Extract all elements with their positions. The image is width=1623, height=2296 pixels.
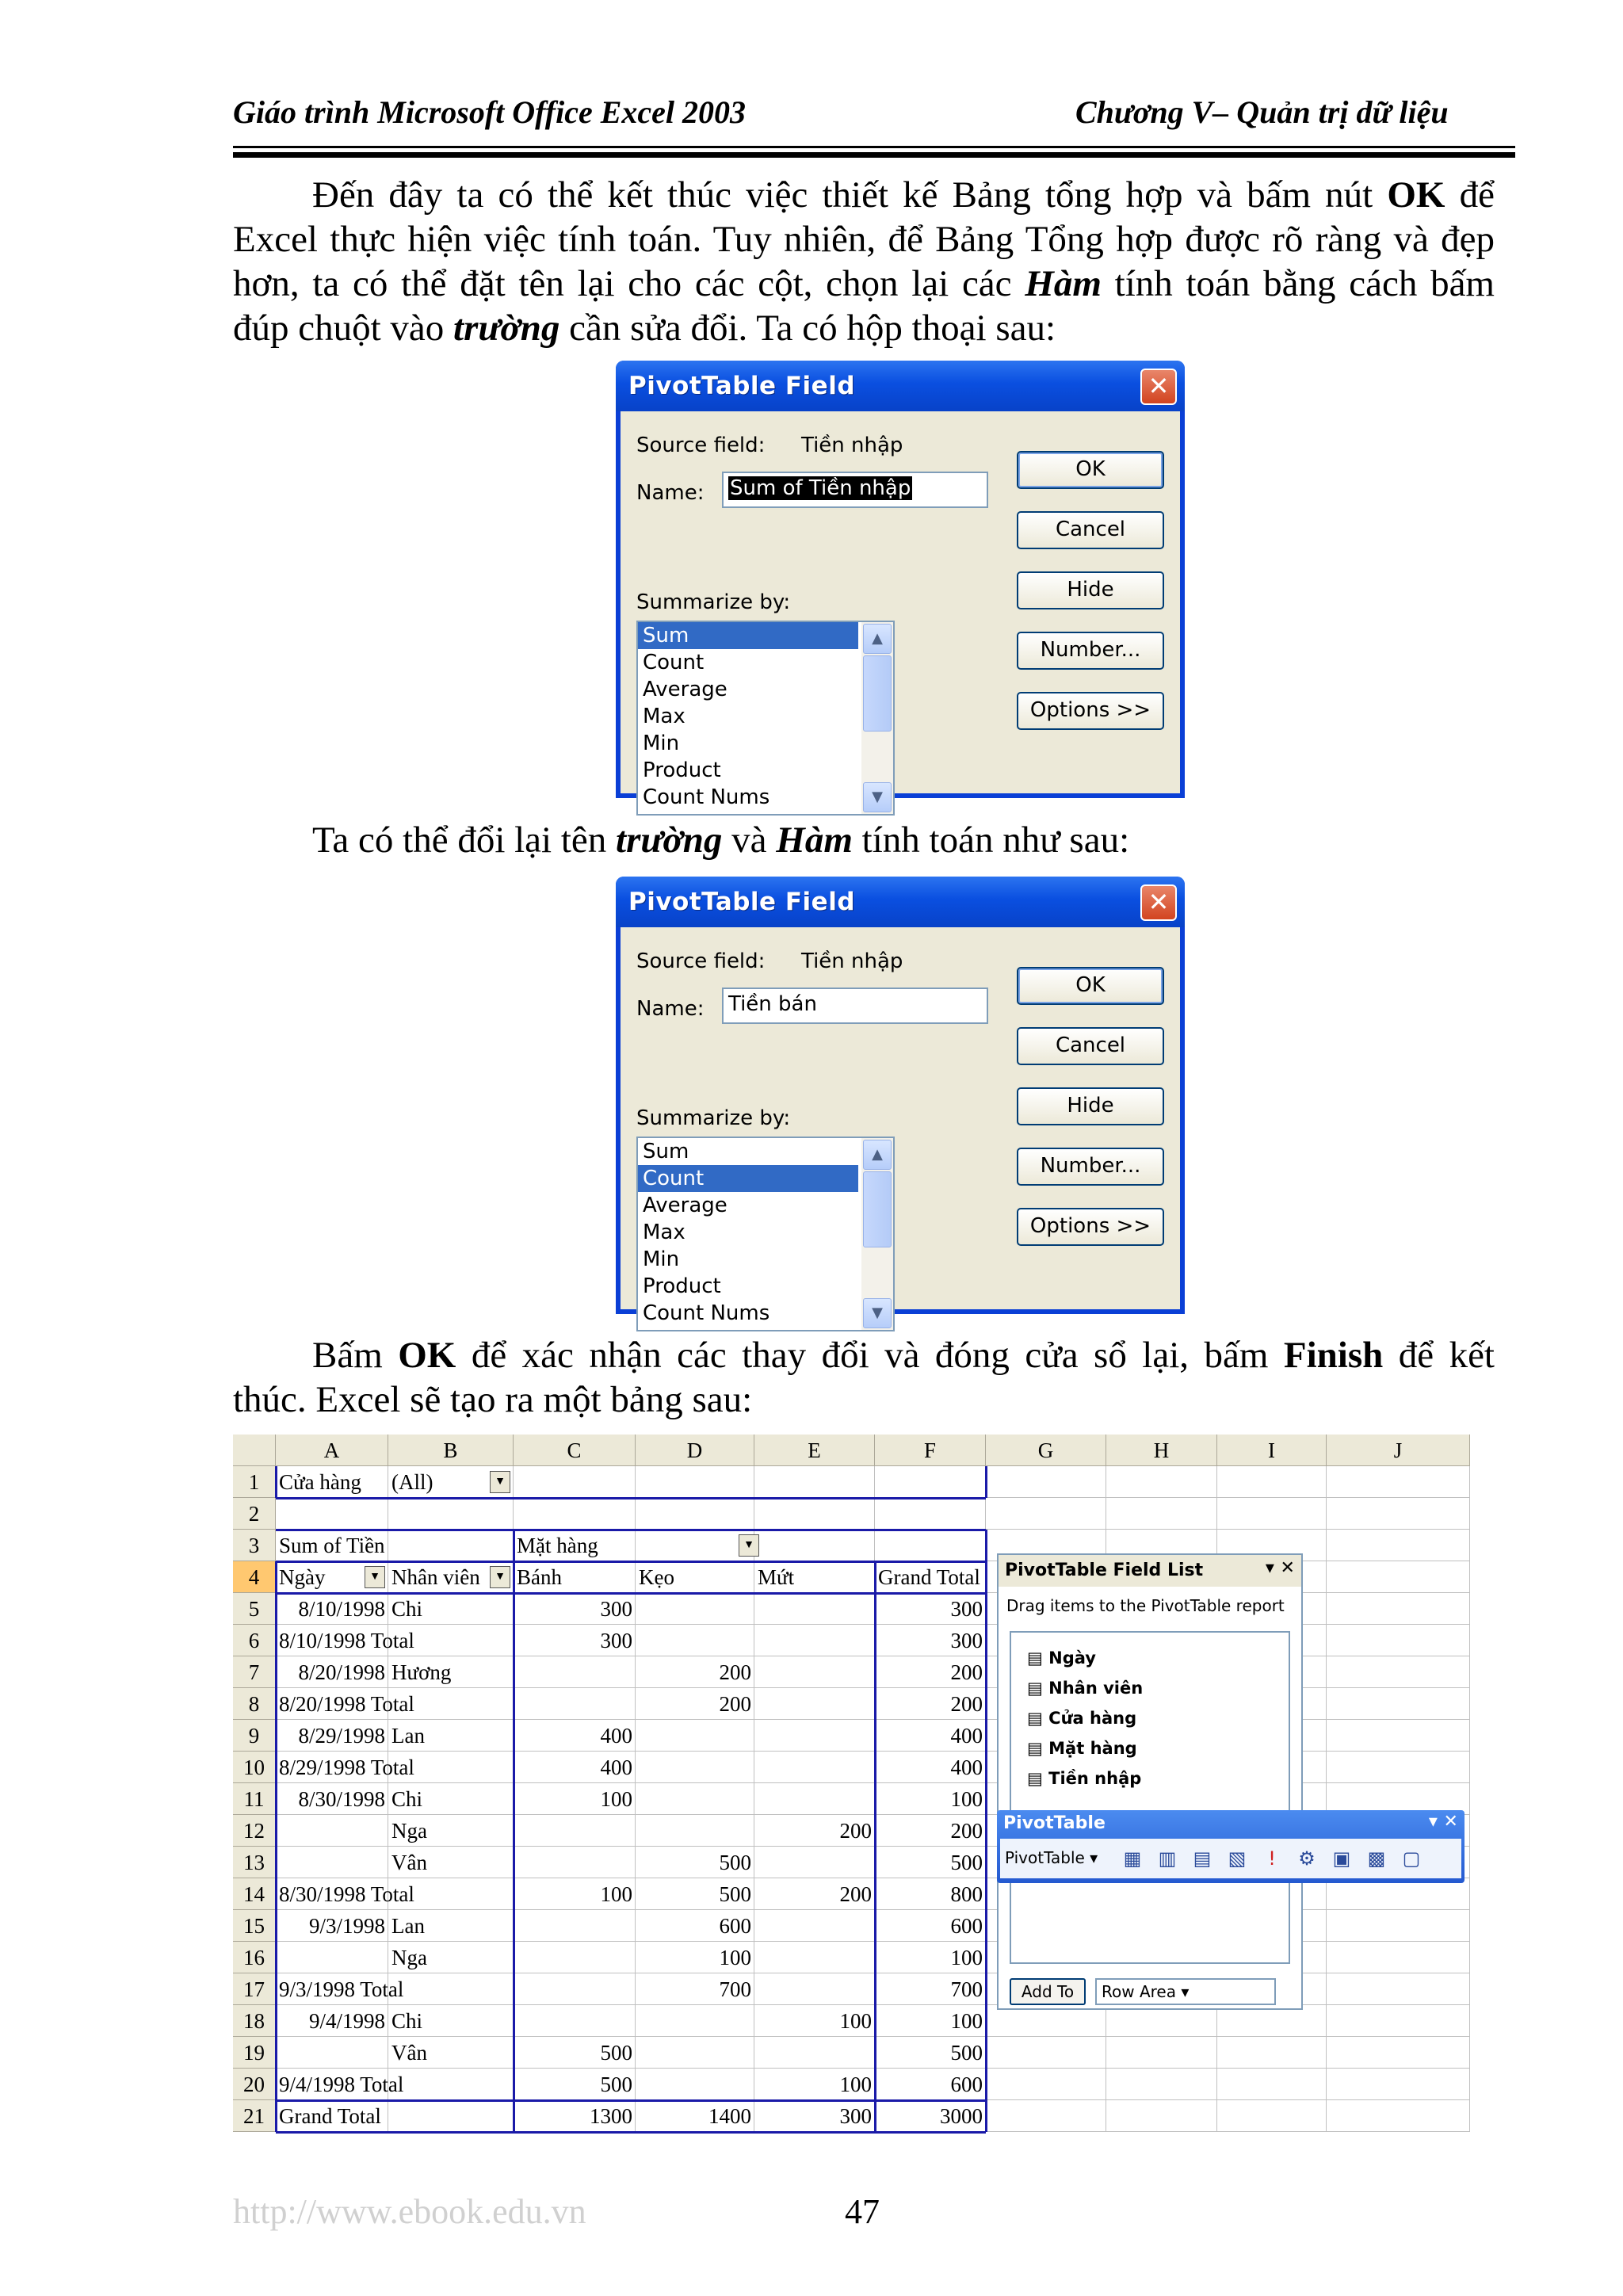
table-cell[interactable]: Mặt hàng xyxy=(517,1534,598,1557)
table-cell[interactable]: Chi xyxy=(391,1787,423,1811)
field-settings-icon[interactable]: ⚙ xyxy=(1298,1847,1316,1870)
table-cell[interactable]: 8/29/1998 Total xyxy=(279,1755,414,1779)
column-header[interactable]: B xyxy=(388,1435,514,1466)
table-cell[interactable]: Mứt xyxy=(758,1565,795,1589)
field-list-hint: Drag items to the PivotTable report xyxy=(1006,1596,1285,1615)
table-cell[interactable]: 300 xyxy=(600,1597,632,1621)
para1-line xyxy=(233,173,1495,217)
grid-line xyxy=(1326,1466,1327,2132)
table-cell[interactable]: 400 xyxy=(600,1755,632,1779)
table-cell[interactable]: 100 xyxy=(950,1946,983,1969)
table-cell[interactable]: Ngày xyxy=(279,1565,326,1589)
table-cell[interactable]: 1400 xyxy=(708,2104,751,2128)
table-cell[interactable]: Bánh xyxy=(517,1565,562,1589)
table-cell[interactable]: Kẹo xyxy=(639,1565,674,1589)
p3-seg: Bấm xyxy=(312,1335,399,1376)
row-header[interactable]: 8 xyxy=(233,1688,276,1720)
table-cell[interactable]: 300 xyxy=(600,1629,632,1652)
summarize-label: Summarize by: xyxy=(636,590,791,614)
table-cell[interactable]: 700 xyxy=(950,1977,983,2001)
table-cell[interactable]: 100 xyxy=(839,2009,872,2033)
table-cell[interactable]: Vân xyxy=(391,1851,427,1874)
select-all-corner[interactable] xyxy=(233,1435,276,1466)
page-number: 47 xyxy=(845,2192,880,2231)
p2-seg: Ta có thể đổi lại tên xyxy=(312,819,617,861)
pivot-border xyxy=(514,1561,986,1563)
table-cell[interactable]: 8/10/1998 xyxy=(298,1597,385,1621)
chart-wizard-icon[interactable]: ▥ xyxy=(1158,1847,1177,1870)
field-item[interactable]: ▤ Tiền nhập xyxy=(1027,1769,1142,1788)
table-cell[interactable]: Cửa hàng xyxy=(279,1470,361,1494)
list-item[interactable]: Average xyxy=(643,1194,727,1217)
summarize-list[interactable] xyxy=(636,1137,895,1331)
table-cell[interactable]: 9/4/1998 Total xyxy=(279,2073,404,2096)
header-left: Giáo trình Microsoft Office Excel 2003 xyxy=(233,94,747,130)
dialog-body xyxy=(621,927,1180,1325)
cancel-button[interactable]: Cancel xyxy=(1017,511,1164,549)
hide-button[interactable]: Hide xyxy=(1017,571,1164,609)
name-input[interactable] xyxy=(722,472,988,508)
hide-button[interactable]: Hide xyxy=(1017,1087,1164,1125)
row-header[interactable]: 18 xyxy=(233,2005,276,2037)
p1-ok: OK xyxy=(1387,174,1445,216)
table-cell[interactable]: 600 xyxy=(950,2073,983,2096)
row-header[interactable]: 15 xyxy=(233,1910,276,1942)
p1-seg: Đến đây ta có thể kết thúc việc thiết kế Bảng tổng hợp và bấm nút xyxy=(312,174,1388,216)
table-cell[interactable]: 500 xyxy=(950,1851,983,1874)
column-header[interactable]: C xyxy=(514,1435,636,1466)
table-cell[interactable]: 400 xyxy=(950,1724,983,1748)
table-cell[interactable]: 100 xyxy=(839,2073,872,2096)
dialog-title-bar xyxy=(616,877,1185,927)
pivot-toolbar xyxy=(997,1810,1465,1883)
column-header[interactable]: H xyxy=(1106,1435,1217,1466)
paragraph-3 xyxy=(233,1333,1495,1422)
list-item[interactable]: Product xyxy=(643,1274,721,1298)
scrollbar[interactable] xyxy=(861,622,893,814)
pivot-spreadsheet xyxy=(233,1435,1470,2134)
format-report-icon[interactable]: ▦ xyxy=(1123,1847,1142,1870)
row-header[interactable]: 3 xyxy=(233,1530,276,1561)
table-cell[interactable]: 100 xyxy=(600,1882,632,1906)
show-detail-icon[interactable]: ▧ xyxy=(1228,1847,1247,1870)
para2-line xyxy=(233,818,1495,862)
table-cell[interactable]: 8/10/1998 Total xyxy=(279,1629,414,1652)
source-field-label: Source field: xyxy=(636,949,766,973)
summarize-label: Summarize by: xyxy=(636,1106,791,1130)
column-header[interactable]: E xyxy=(754,1435,875,1466)
list-item[interactable]: Count Nums xyxy=(643,785,770,809)
table-cell[interactable]: 100 xyxy=(600,1787,632,1811)
area-select[interactable]: Row Area ▾ xyxy=(1095,1978,1276,2005)
column-header[interactable]: F xyxy=(875,1435,986,1466)
list-item[interactable]: Min xyxy=(643,1247,680,1271)
hide-detail-icon[interactable]: ▤ xyxy=(1193,1847,1212,1870)
table-cell[interactable]: Lan xyxy=(391,1914,425,1938)
scroll-down-icon[interactable]: ▼ xyxy=(863,782,892,812)
header-rule xyxy=(233,146,1515,148)
pivot-field-list-panel xyxy=(997,1553,1303,2010)
p3-seg3: để kết xyxy=(1383,1335,1495,1376)
table-cell[interactable]: Nga xyxy=(391,1819,427,1843)
scroll-up-icon[interactable]: ▲ xyxy=(863,1140,892,1170)
list-item[interactable]: Max xyxy=(643,705,685,728)
refresh-icon[interactable]: ! xyxy=(1268,1847,1276,1870)
toolbar-strip xyxy=(1000,1839,1461,1878)
dialog-body xyxy=(621,411,1180,809)
table-cell[interactable]: 100 xyxy=(719,1946,751,1969)
table-cell[interactable]: Chi xyxy=(391,2009,423,2033)
column-header[interactable]: D xyxy=(636,1435,754,1466)
list-item[interactable]: Count xyxy=(638,1165,858,1192)
table-cell[interactable]: 700 xyxy=(719,1977,751,2001)
table-cell[interactable]: 200 xyxy=(950,1660,983,1684)
source-field-value: Tiền nhập xyxy=(801,949,903,973)
table-cell[interactable]: 300 xyxy=(950,1629,983,1652)
table-cell[interactable]: Nhân viên xyxy=(391,1565,480,1589)
p3-ok: OK xyxy=(398,1335,456,1376)
row-header[interactable]: 16 xyxy=(233,1942,276,1973)
row-header[interactable]: 9 xyxy=(233,1720,276,1752)
pivot-border xyxy=(985,1530,987,2132)
p2-seg2: và xyxy=(722,819,777,861)
ok-button[interactable]: OK xyxy=(1017,967,1164,1005)
table-cell[interactable]: 300 xyxy=(839,2104,872,2128)
table-cell[interactable]: 200 xyxy=(839,1882,872,1906)
field-item[interactable]: ▤ Nhân viên xyxy=(1027,1679,1144,1698)
p2-seg3: tính toán như sau: xyxy=(852,819,1130,861)
pivot-border xyxy=(985,1466,987,1498)
show-fields-icon[interactable]: ▩ xyxy=(1367,1847,1386,1870)
p3-finish: Finish xyxy=(1283,1335,1384,1376)
scroll-thumb[interactable] xyxy=(863,1171,892,1247)
list-item[interactable]: Max xyxy=(643,1221,685,1244)
table-cell[interactable]: 9/3/1998 Total xyxy=(279,1977,404,2001)
name-input[interactable]: Tiền bán xyxy=(722,988,988,1024)
close-icon[interactable]: ▾ ✕ xyxy=(1428,1812,1458,1832)
column-header[interactable]: I xyxy=(1217,1435,1327,1466)
table-cell[interactable]: 200 xyxy=(950,1819,983,1843)
field-item[interactable]: ▤ Cửa hàng xyxy=(1027,1709,1137,1728)
table-cell[interactable]: Nga xyxy=(391,1946,427,1969)
table-cell[interactable]: Grand Total xyxy=(279,2104,381,2128)
table-cell[interactable]: 400 xyxy=(950,1755,983,1779)
list-item[interactable]: Min xyxy=(643,732,680,755)
table-cell[interactable]: 200 xyxy=(719,1692,751,1716)
table-cell[interactable]: 600 xyxy=(719,1914,751,1938)
table-cell[interactable]: Grand Total xyxy=(878,1565,980,1589)
list-item[interactable]: Count xyxy=(643,651,705,674)
table-cell[interactable]: 200 xyxy=(719,1660,751,1684)
p2-truong: trường xyxy=(616,819,723,861)
row-header[interactable]: 1 xyxy=(233,1466,276,1498)
p1-ham: Hàm xyxy=(1025,263,1102,304)
name-label: Name: xyxy=(636,997,705,1021)
table-cell[interactable]: 400 xyxy=(600,1724,632,1748)
row-header[interactable]: 6 xyxy=(233,1625,276,1656)
field-item[interactable]: ▤ Mặt hàng xyxy=(1027,1739,1137,1758)
list-item[interactable]: Sum xyxy=(638,622,858,649)
row-header[interactable]: 17 xyxy=(233,1973,276,2005)
pivot-border xyxy=(276,1561,514,1563)
table-options-icon[interactable]: ▣ xyxy=(1332,1847,1351,1870)
pivot-border xyxy=(874,1561,876,2132)
table-cell[interactable]: Vân xyxy=(391,2041,427,2065)
table-cell[interactable]: 8/30/1998 Total xyxy=(279,1882,414,1906)
p1-seg6: cần sửa đổi. Ta có hộp thoại sau: xyxy=(559,308,1056,349)
name-label: Name: xyxy=(636,481,705,505)
table-cell[interactable]: 600 xyxy=(950,1914,983,1938)
table-cell[interactable]: 200 xyxy=(839,1819,872,1843)
cancel-button[interactable]: Cancel xyxy=(1017,1027,1164,1065)
para3-line: thúc. Excel sẽ tạo ra một bảng sau: xyxy=(233,1379,753,1420)
pivot-border xyxy=(513,1530,515,2132)
para1-line: Excel thực hiện việc tính toán. Tuy nhiên, để Bảng Tổng hợp được rõ ràng và đẹp xyxy=(233,219,1495,260)
dropdown-icon[interactable]: ▼ xyxy=(490,1471,510,1493)
number-button[interactable]: Number... xyxy=(1017,632,1164,670)
row-header[interactable]: 21 xyxy=(233,2100,276,2132)
header-rule-thick xyxy=(233,152,1515,158)
list-item[interactable]: Average xyxy=(643,678,727,701)
footer-url: http://www.ebook.edu.vn xyxy=(233,2192,586,2231)
p1-seg4: tính toán bằng cách bấm xyxy=(1101,263,1495,304)
field-tree xyxy=(1010,1631,1290,1964)
pivot-border xyxy=(276,2131,986,2134)
list-item[interactable]: Count Nums xyxy=(643,1301,770,1325)
p1-truong: trường xyxy=(453,308,560,349)
table-cell[interactable]: 3000 xyxy=(940,2104,983,2128)
header-right: Chương V– Quản trị dữ liệu xyxy=(1075,94,1449,130)
table-cell[interactable]: Sum of Tiền xyxy=(279,1534,385,1557)
table-cell[interactable]: 8/20/1998 Total xyxy=(279,1692,414,1716)
field-list-title: PivotTable Field List xyxy=(999,1555,1301,1587)
row-header[interactable]: 7 xyxy=(233,1656,276,1688)
row-header[interactable]: 12 xyxy=(233,1815,276,1847)
list-item[interactable]: Product xyxy=(643,758,721,782)
field-item[interactable]: ▤ Ngày xyxy=(1027,1648,1096,1668)
para3-line xyxy=(233,1333,1495,1377)
table-cell[interactable]: 1300 xyxy=(590,2104,632,2128)
p1-seg2: để xyxy=(1445,174,1495,216)
pivot-field-dialog-1 xyxy=(616,361,1185,809)
dropdown-icon[interactable]: ▼ xyxy=(365,1566,385,1588)
row-header[interactable]: 20 xyxy=(233,2069,276,2100)
source-field-value: Tiền nhập xyxy=(801,434,903,457)
ok-button[interactable]: OK xyxy=(1017,451,1164,489)
pivot-border xyxy=(514,1529,986,1531)
pivot-border xyxy=(275,1466,277,1498)
row-header[interactable]: 11 xyxy=(233,1783,276,1815)
column-header[interactable]: A xyxy=(276,1435,388,1466)
pivot-border xyxy=(275,1561,277,2132)
scrollbar[interactable] xyxy=(861,1138,893,1330)
options-button[interactable]: Options >> xyxy=(1017,692,1164,730)
p1-seg5: đúp chuột vào xyxy=(233,308,454,349)
paragraph-2 xyxy=(233,818,1495,862)
table-cell[interactable]: 100 xyxy=(950,2009,983,2033)
table-cell[interactable]: Hương xyxy=(391,1660,452,1684)
table-cell[interactable]: 500 xyxy=(600,2073,632,2096)
table-cell[interactable]: 8/29/1998 xyxy=(298,1724,385,1748)
scroll-thumb[interactable] xyxy=(863,655,892,732)
table-cell[interactable]: 8/20/1998 xyxy=(298,1660,385,1684)
hide-fields-icon[interactable]: ▢ xyxy=(1402,1847,1421,1870)
table-cell[interactable]: 500 xyxy=(600,2041,632,2065)
dropdown-icon[interactable]: ▼ xyxy=(490,1566,510,1588)
p3-seg2: để xác nhận các thay đổi và đóng cửa sổ lại, bấm xyxy=(456,1335,1284,1376)
close-icon[interactable]: ✕ xyxy=(1140,884,1177,921)
dropdown-icon[interactable]: ▼ xyxy=(739,1534,759,1557)
table-cell[interactable]: 800 xyxy=(950,1882,983,1906)
list-item[interactable]: Sum xyxy=(643,1140,689,1163)
toolbar-title: PivotTable xyxy=(1003,1813,1106,1833)
para1-line xyxy=(233,262,1495,306)
table-cell[interactable]: Chi xyxy=(391,1597,423,1621)
pivottable-menu[interactable]: PivotTable ▾ xyxy=(1005,1848,1098,1867)
table-cell[interactable]: 9/3/1998 xyxy=(308,1914,385,1938)
dialog-title-bar xyxy=(616,361,1185,411)
para1-line xyxy=(233,306,1495,350)
row-header[interactable]: 10 xyxy=(233,1752,276,1783)
dialog-title: PivotTable Field xyxy=(628,888,856,916)
table-cell[interactable]: 200 xyxy=(950,1692,983,1716)
close-icon[interactable]: ▾ ✕ xyxy=(1265,1558,1295,1578)
table-cell[interactable]: 500 xyxy=(950,2041,983,2065)
table-cell[interactable]: Lan xyxy=(391,1724,425,1748)
table-cell[interactable]: 100 xyxy=(950,1787,983,1811)
scroll-up-icon[interactable]: ▲ xyxy=(863,624,892,654)
summarize-list[interactable] xyxy=(636,621,895,816)
pivot-border xyxy=(276,1592,986,1595)
p1-seg3: hơn, ta có thể đặt tên lại cho các cột, chọn lại các xyxy=(233,263,1025,304)
table-cell[interactable]: (All) xyxy=(391,1470,433,1494)
row-header[interactable]: 2 xyxy=(233,1498,276,1530)
table-cell[interactable]: 500 xyxy=(719,1851,751,1874)
source-field-label: Source field: xyxy=(636,434,766,457)
table-cell[interactable]: 300 xyxy=(950,1597,983,1621)
pivot-field-dialog-2 xyxy=(616,877,1185,1325)
close-icon[interactable]: ✕ xyxy=(1140,369,1177,405)
row-header[interactable]: 14 xyxy=(233,1878,276,1910)
pivot-border xyxy=(276,2099,986,2102)
column-header[interactable]: G xyxy=(986,1435,1106,1466)
options-button[interactable]: Options >> xyxy=(1017,1208,1164,1246)
name-input-value: Sum of Tiền nhập xyxy=(730,476,911,500)
row-header[interactable]: 5 xyxy=(233,1593,276,1625)
paragraph-1 xyxy=(233,173,1495,350)
number-button[interactable]: Number... xyxy=(1017,1148,1164,1186)
scroll-down-icon[interactable]: ▼ xyxy=(863,1298,892,1328)
table-cell[interactable]: 9/4/1998 xyxy=(308,2009,385,2033)
p2-ham: Hàm xyxy=(776,819,853,861)
row-header[interactable]: 13 xyxy=(233,1847,276,1878)
column-header[interactable]: J xyxy=(1327,1435,1470,1466)
table-cell[interactable]: 8/30/1998 xyxy=(298,1787,385,1811)
add-to-button[interactable]: Add To xyxy=(1010,1978,1086,2005)
table-cell[interactable]: 500 xyxy=(719,1882,751,1906)
dialog-title: PivotTable Field xyxy=(628,372,856,400)
grid-line xyxy=(1469,1466,1470,2132)
pivot-border xyxy=(276,1497,986,1499)
row-header[interactable]: 19 xyxy=(233,2037,276,2069)
row-header[interactable]: 4 xyxy=(233,1561,276,1593)
